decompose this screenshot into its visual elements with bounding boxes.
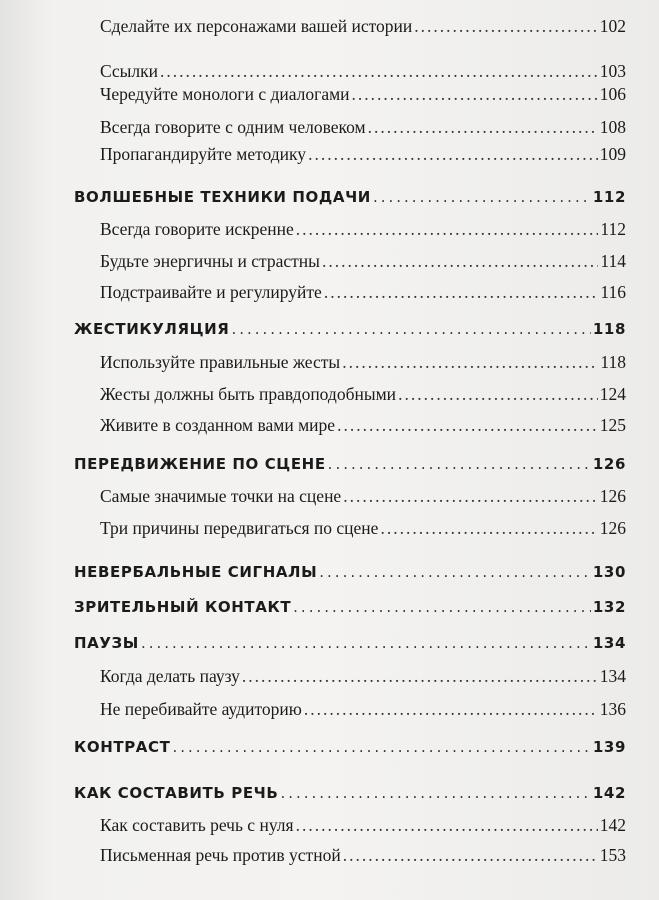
toc-entry-page: 153: [599, 845, 626, 865]
toc-chapter-page: 134: [592, 634, 626, 652]
toc-entry: [100, 699, 626, 720]
toc-entry-page: 103: [599, 61, 626, 81]
toc-entry-page: 106: [599, 84, 626, 104]
toc-entry: [100, 815, 626, 836]
toc-chapter: [74, 455, 626, 473]
dot-leader: [242, 666, 598, 687]
toc-entry-page: 102: [599, 16, 626, 36]
toc-chapter-page: 130: [592, 563, 626, 581]
dot-leader: [231, 320, 590, 338]
toc-entry: [100, 486, 626, 507]
dot-leader: [296, 815, 598, 836]
toc-chapter-page: 132: [592, 598, 626, 616]
toc-entry: [100, 845, 626, 866]
dot-leader: [337, 415, 598, 436]
toc-entry: [100, 518, 626, 539]
toc-entry-page: 118: [600, 352, 626, 372]
toc-chapter-title: НЕВЕРБАЛЬНЫЕ СИГНАЛЫ: [74, 563, 318, 581]
toc-entry-page: 125: [599, 415, 626, 435]
toc-chapter-title: КАК СОСТАВИТЬ РЕЧЬ: [74, 784, 279, 802]
toc-entry: [100, 352, 626, 373]
toc-entry-title: Всегда говорите искренне: [100, 219, 294, 239]
toc-entry-title: Чередуйте монологи с диалогами: [100, 84, 350, 104]
toc-entry: [100, 16, 626, 37]
toc-entry-title: Как составить речь с нуля: [100, 815, 294, 835]
dot-leader: [352, 84, 598, 105]
dot-leader: [160, 61, 598, 82]
toc-chapter: [74, 598, 626, 616]
toc-entry-page: 126: [599, 486, 626, 506]
toc-chapter-page: 118: [592, 320, 626, 338]
dot-leader: [343, 486, 598, 507]
toc-chapter: [74, 634, 626, 652]
dot-leader: [373, 188, 591, 206]
dot-leader: [398, 384, 598, 405]
toc-entry-title: Подстраивайте и регулируйте: [100, 282, 322, 302]
toc-entry-title: Самые значимые точки на сцене: [100, 486, 342, 506]
toc-entry-page: 109: [599, 144, 626, 164]
dot-leader: [342, 352, 598, 373]
dot-leader: [296, 219, 599, 240]
dot-leader: [328, 455, 591, 473]
toc-entry: [100, 219, 626, 240]
toc-entry-title: Используйте правильные жесты: [100, 352, 341, 372]
toc-chapter-title: ЗРИТЕЛЬНЫЙ КОНТАКТ: [74, 598, 292, 616]
dot-leader: [319, 563, 591, 581]
toc-entry-title: Не перебивайте аудиторию: [100, 699, 302, 719]
dot-leader: [304, 699, 598, 720]
toc-chapter: [74, 563, 626, 581]
toc-entry-page: 112: [600, 219, 626, 239]
toc-entry-page: 136: [599, 699, 626, 719]
toc-entry: [100, 282, 626, 303]
toc-chapter-title: ЖЕСТИКУЛЯЦИЯ: [74, 320, 230, 338]
dot-leader: [343, 845, 598, 866]
dot-leader: [172, 738, 590, 756]
toc-entry-title: Жесты должны быть правдоподобными: [100, 384, 397, 404]
toc-chapter-title: КОНТРАСТ: [74, 738, 171, 756]
toc-entry: [100, 117, 626, 138]
dot-leader: [324, 282, 599, 303]
toc-entry: [100, 384, 626, 405]
dot-leader: [308, 144, 598, 165]
toc-entry-title: Всегда говорите с одним человеком: [100, 117, 366, 137]
toc-chapter-title: ВОЛШЕБНЫЕ ТЕХНИКИ ПОДАЧИ: [74, 188, 371, 206]
toc-entry-title: Ссылки: [100, 61, 159, 81]
toc-chapter-page: 112: [592, 188, 626, 206]
toc-chapter: [74, 320, 626, 338]
toc-chapter-page: 142: [592, 784, 626, 802]
dot-leader: [368, 117, 598, 138]
toc-entry: [100, 666, 626, 687]
toc-entry-page: 142: [599, 815, 626, 835]
dot-leader: [322, 251, 598, 272]
toc-chapter: [74, 738, 626, 756]
toc-entry-page: 108: [599, 117, 626, 137]
dot-leader: [280, 784, 590, 802]
toc-chapter: [74, 784, 626, 802]
toc-entry: [100, 251, 626, 272]
dot-leader: [414, 16, 597, 37]
toc-entry-title: Три причины передвигаться по сцене: [100, 518, 379, 538]
toc-chapter: [74, 188, 626, 206]
toc-entry-title: Сделайте их персонажами вашей истории: [100, 16, 413, 36]
toc-entry-title: Будьте энергичны и страстны: [100, 251, 320, 271]
dot-leader: [293, 598, 591, 616]
toc-entry-title: Письменная речь против устной: [100, 845, 341, 865]
toc-entry-page: 126: [599, 518, 626, 538]
dot-leader: [380, 518, 597, 539]
toc-entry-title: Когда делать паузу: [100, 666, 240, 686]
toc-entry-page: 114: [600, 251, 626, 271]
dot-leader: [141, 634, 591, 652]
toc-chapter-title: ПАУЗЫ: [74, 634, 139, 652]
toc-entry-page: 134: [599, 666, 626, 686]
toc-entry: [100, 84, 626, 105]
toc-entry: [100, 61, 626, 82]
toc-entry-title: Живите в созданном вами мире: [100, 415, 336, 435]
toc-chapter-page: 139: [592, 738, 626, 756]
toc-chapter-page: 126: [592, 455, 626, 473]
toc-chapter-title: ПЕРЕДВИЖЕНИЕ ПО СЦЕНЕ: [74, 455, 326, 473]
toc-entry-page: 116: [600, 282, 626, 302]
toc-entry: [100, 144, 626, 165]
toc-entry-title: Пропагандируйте методику: [100, 144, 307, 164]
toc-entry-page: 124: [599, 384, 626, 404]
toc-entry: [100, 415, 626, 436]
